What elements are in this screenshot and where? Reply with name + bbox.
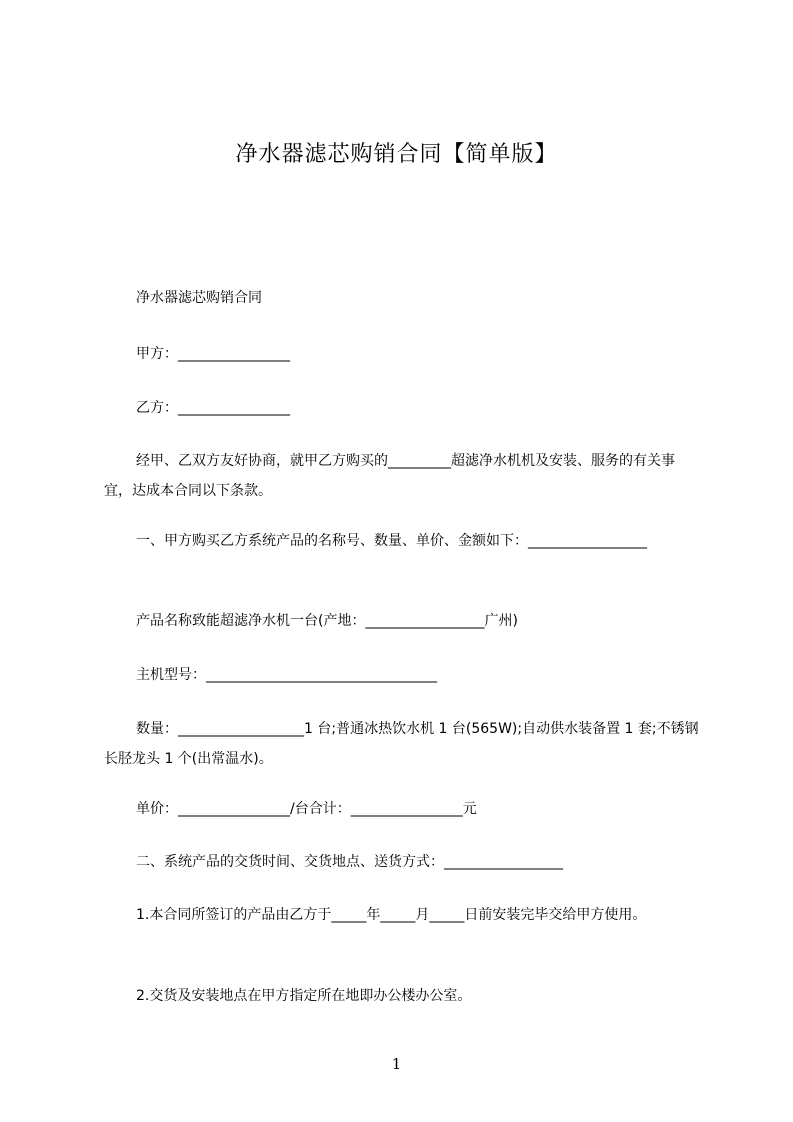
- party-b-line: 乙方：________________: [136, 400, 290, 416]
- intro-paragraph: 经甲、乙双方友好协商，就甲乙方购买的_________超滤净水机机及安装、服务的有关事宜，达成本合同以下条款。: [104, 453, 675, 499]
- product-name-line: 产品名称致能超滤净水机一台(产地：_________________广州): [136, 613, 518, 629]
- party-a-line: 甲方：________________: [136, 346, 290, 362]
- page-number: 1: [391, 1055, 402, 1073]
- contract-heading: 净水器滤芯购销合同: [136, 290, 262, 306]
- quantity-paragraph: 数量：__________________1 台;普通冰热饮水机 1 台(565W);自动供水装备置 1 套;不锈钢长胫龙头 1 个(出常温水)。: [104, 721, 699, 767]
- clause-2-heading: 二、系统产品的交货时间、交货地点、送货方式：_________________: [136, 854, 563, 870]
- document-title: 净水器滤芯购销合同【简单版】: [235, 142, 558, 167]
- delivery-time-paragraph: 1.本合同所签订的产品由乙方于_____年_____月_____日前安装完毕交给甲方使用。: [136, 907, 647, 923]
- delivery-location-paragraph: 2.交货及安装地点在甲方指定所在地即办公楼办公室。: [136, 988, 472, 1004]
- model-line: 主机型号：_________________________________: [136, 667, 437, 683]
- price-line: 单价：________________/台合计：________________元: [136, 801, 477, 817]
- clause-1-heading: 一、甲方购买乙方系统产品的名称号、数量、单价、金额如下：_________________: [136, 533, 647, 549]
